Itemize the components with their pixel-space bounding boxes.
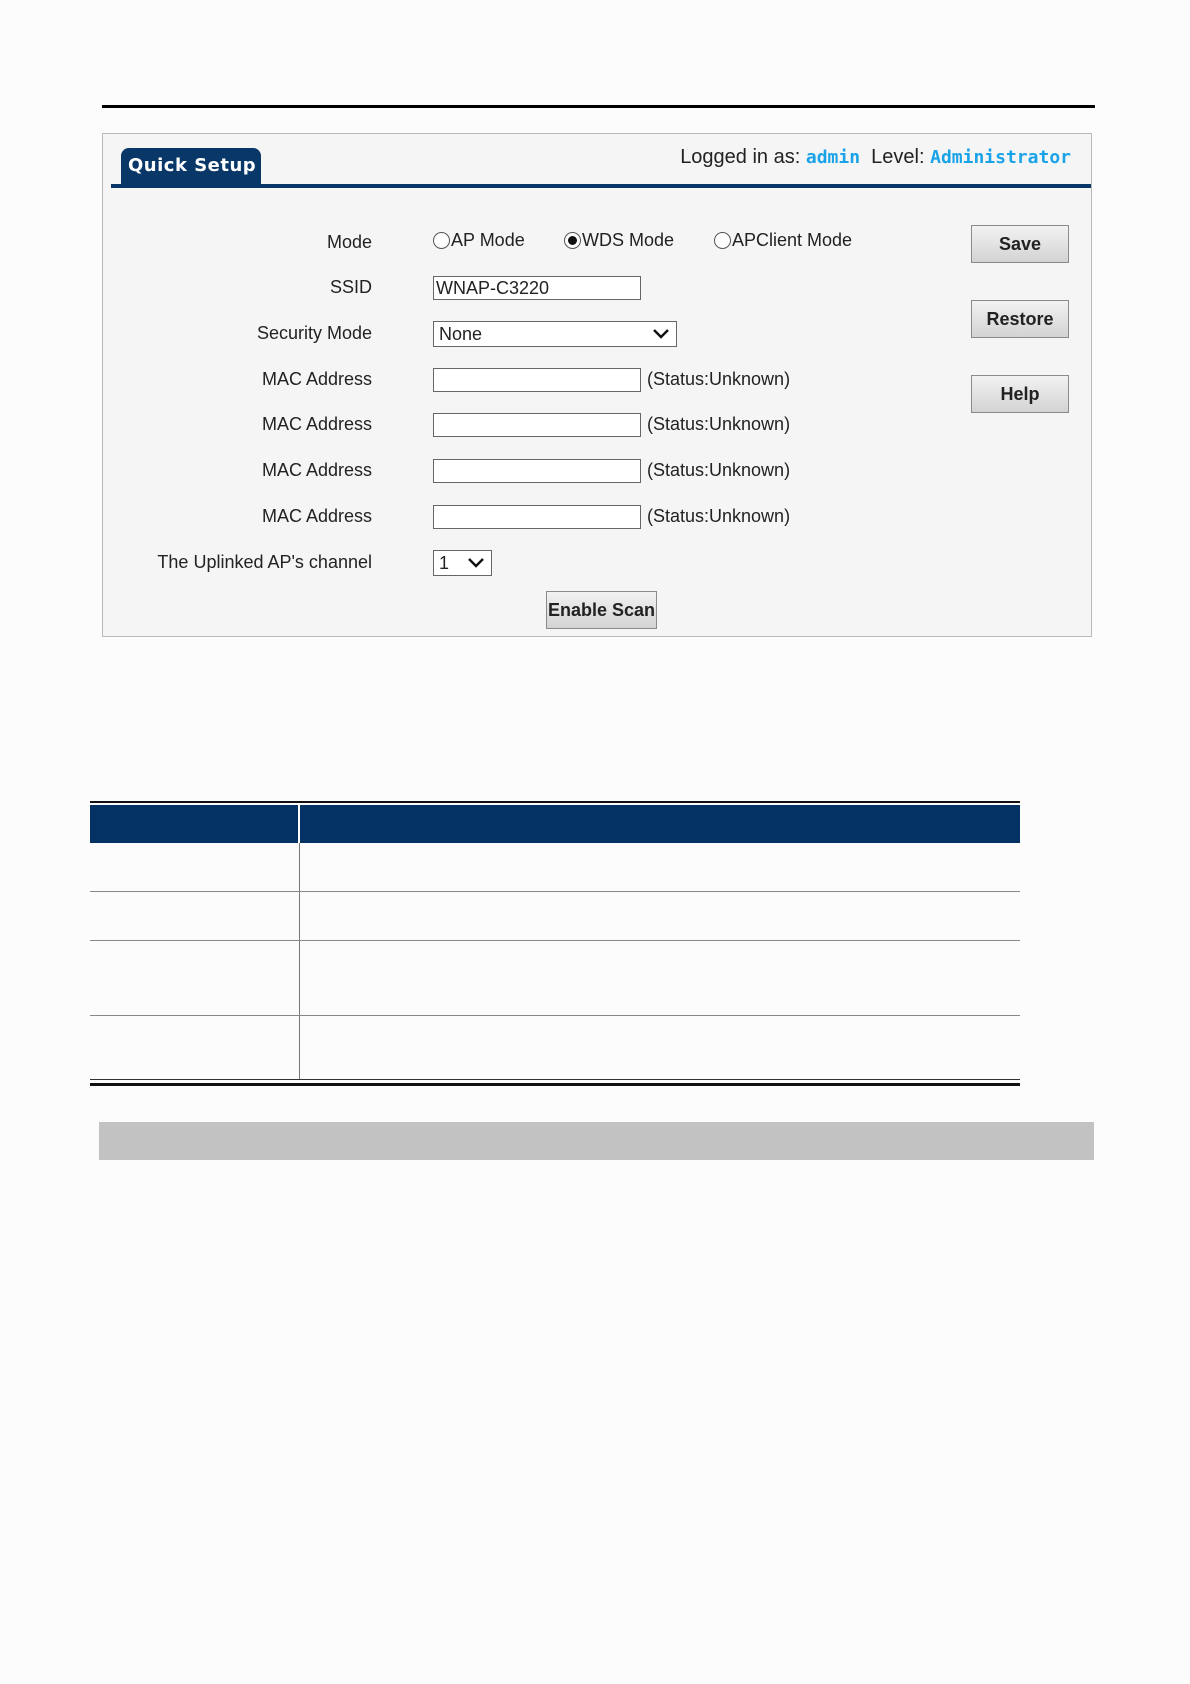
logged-in-label: Logged in as: [680,146,801,168]
mac-address-label: MAC Address [261,506,372,526]
radio-label: WDS Mode [582,230,675,250]
level-label: Level: [871,146,925,168]
table-row-divider [90,1015,1020,1016]
mac-address-label: MAC Address [261,369,372,389]
mac-status: (Status:Unknown) [647,506,791,526]
mac-address-label: MAC Address [261,414,372,434]
table-row-divider [90,940,1020,941]
save-button[interactable]: Save [971,225,1069,263]
enable-scan-button[interactable]: Enable Scan [546,591,657,629]
radio-ap-mode[interactable] [433,230,525,251]
uplinked-channel-label: The Uplinked AP's channel [157,552,372,572]
security-mode-label: Security Mode [256,323,372,343]
top-rule [102,105,1095,108]
radio-button-icon[interactable] [433,232,450,249]
security-mode-select[interactable] [433,321,677,347]
quick-setup-panel [102,133,1092,637]
tab-quick-setup[interactable]: Quick Setup [121,148,261,184]
mac-address-input[interactable] [433,368,641,392]
radio-label: AP Mode [451,230,525,250]
mac-status: (Status:Unknown) [647,369,791,389]
tab-underline [111,184,1091,188]
mac-status: (Status:Unknown) [647,414,791,434]
channel-select[interactable] [433,550,492,576]
user-level: Administrator [930,147,1071,168]
section-band [99,1122,1094,1160]
mac-address-input[interactable] [433,413,641,437]
radio-button-icon[interactable] [714,232,731,249]
ssid-label: SSID [329,277,372,297]
radio-label: APClient Mode [732,230,853,250]
table-column-divider [299,843,300,1080]
mac-status: (Status:Unknown) [647,460,791,480]
table-header-object [90,805,298,843]
ssid-input[interactable]: WNAP-C3220 [433,276,641,300]
restore-button[interactable]: Restore [971,300,1069,338]
radio-apclient-mode[interactable] [714,230,852,251]
channel-value: 1 [439,553,450,573]
table-bottom-rule-thick [90,1083,1020,1086]
radio-wds-mode[interactable] [564,230,674,251]
chevron-down-icon [652,328,670,340]
table-bottom-rule [90,1079,1020,1080]
chevron-down-icon [467,557,485,569]
help-button[interactable]: Help [971,375,1069,413]
radio-button-selected-icon[interactable] [564,232,581,249]
mac-address-input[interactable] [433,505,641,529]
security-mode-value: None [439,324,483,344]
mac-address-label: MAC Address [261,460,372,480]
mode-label: Mode [326,232,372,252]
mac-address-input[interactable] [433,459,641,483]
table-header-description [300,805,1020,843]
table-row-divider [90,891,1020,892]
user-name: admin [805,147,861,168]
login-info [680,146,1071,169]
table-top-rule [90,801,1020,803]
